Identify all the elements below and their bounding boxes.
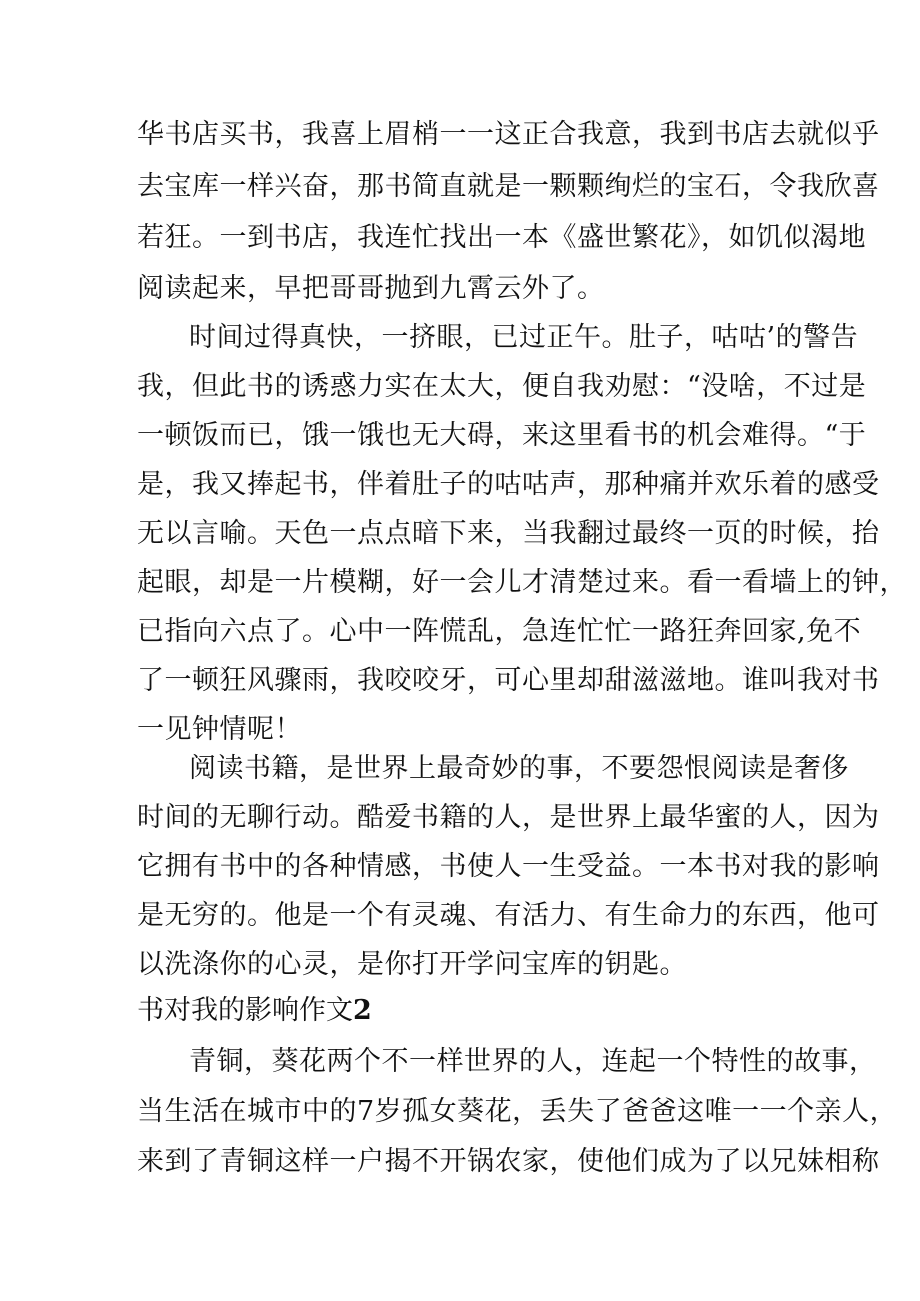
paragraph-line: 当生活在城市中的7岁孤女葵花，丢失了爸爸这唯一一个亲人， (137, 1096, 898, 1127)
paragraph-line: 了一顿狂风骤雨，我咬咬牙，可心里却甜滋滋地。谁叫我对书 (137, 665, 880, 696)
paragraph-line: 已指向六点了。心中一阵慌乱，急连忙忙一路狂奔回家,免不 (137, 616, 862, 647)
paragraph-line: 是无穷的。他是一个有灵魂、有活力、有生命力的东西，他可 (137, 900, 880, 931)
paragraph-line: 无以言喻。天色一点点暗下来，当我翻过最终一页的时候，抬 (137, 518, 880, 549)
paragraph-line: 来到了青铜这样一户揭不开锅农家，使他们成为了以兄妹相称 (137, 1146, 880, 1177)
paragraph-line: 起眼，却是一片模糊，好一会儿才清楚过来。看一看墙上的钟， (137, 567, 907, 598)
paragraph-line: 时间的无聊行动。酷爱书籍的人，是世界上最华蜜的人，因为 (137, 802, 880, 833)
paragraph-line: 一见钟情呢！ (137, 714, 302, 745)
paragraph-line: 以洗涤你的心灵，是你打开学问宝库的钥匙。 (137, 949, 687, 980)
paragraph-line: 华书店买书，我喜上眉梢一一这正合我意，我到书店去就似乎 (137, 119, 880, 150)
paragraph-line: 若狂。一到书店，我连忙找出一本《盛世繁花》，如饥似渴地 (137, 222, 866, 253)
paragraph-line: 一顿饭而已，饿一饿也无大碍，来这里看书的机会难得。“于 (137, 420, 867, 451)
section-heading-number: 2 (353, 995, 372, 1026)
paragraph-line: 我，但此书的诱惑力实在太大，便自我劝慰：“没啥，不过是 (137, 371, 867, 402)
paragraph-line: 是，我又捧起书，伴着肚子的咕咕声，那种痛并欢乐着的感受 (137, 469, 880, 500)
paragraph-line: 它拥有书中的各种情感，书使人一生受益。一本书对我的影响 (137, 851, 880, 882)
section-heading (137, 988, 372, 1027)
paragraph-line: 去宝库一样兴奋，那书简直就是一颗颗绚烂的宝石，令我欣喜 (137, 171, 880, 202)
section-heading-text: 书对我的影响作文 (137, 995, 353, 1026)
paragraph-line: 阅读起来，早把哥哥抛到九霄云外了。 (137, 273, 605, 304)
paragraph-line: 阅读书籍，是世界上最奇妙的事，不要怨恨阅读是奢侈 (189, 753, 849, 784)
paragraph-line: 时间过得真快，一挤眼，已过正午。肚子，咕咕’的警告 (189, 322, 859, 353)
paragraph-line: 青铜，葵花两个不一样世界的人，连起一个特性的故事， (189, 1046, 877, 1077)
